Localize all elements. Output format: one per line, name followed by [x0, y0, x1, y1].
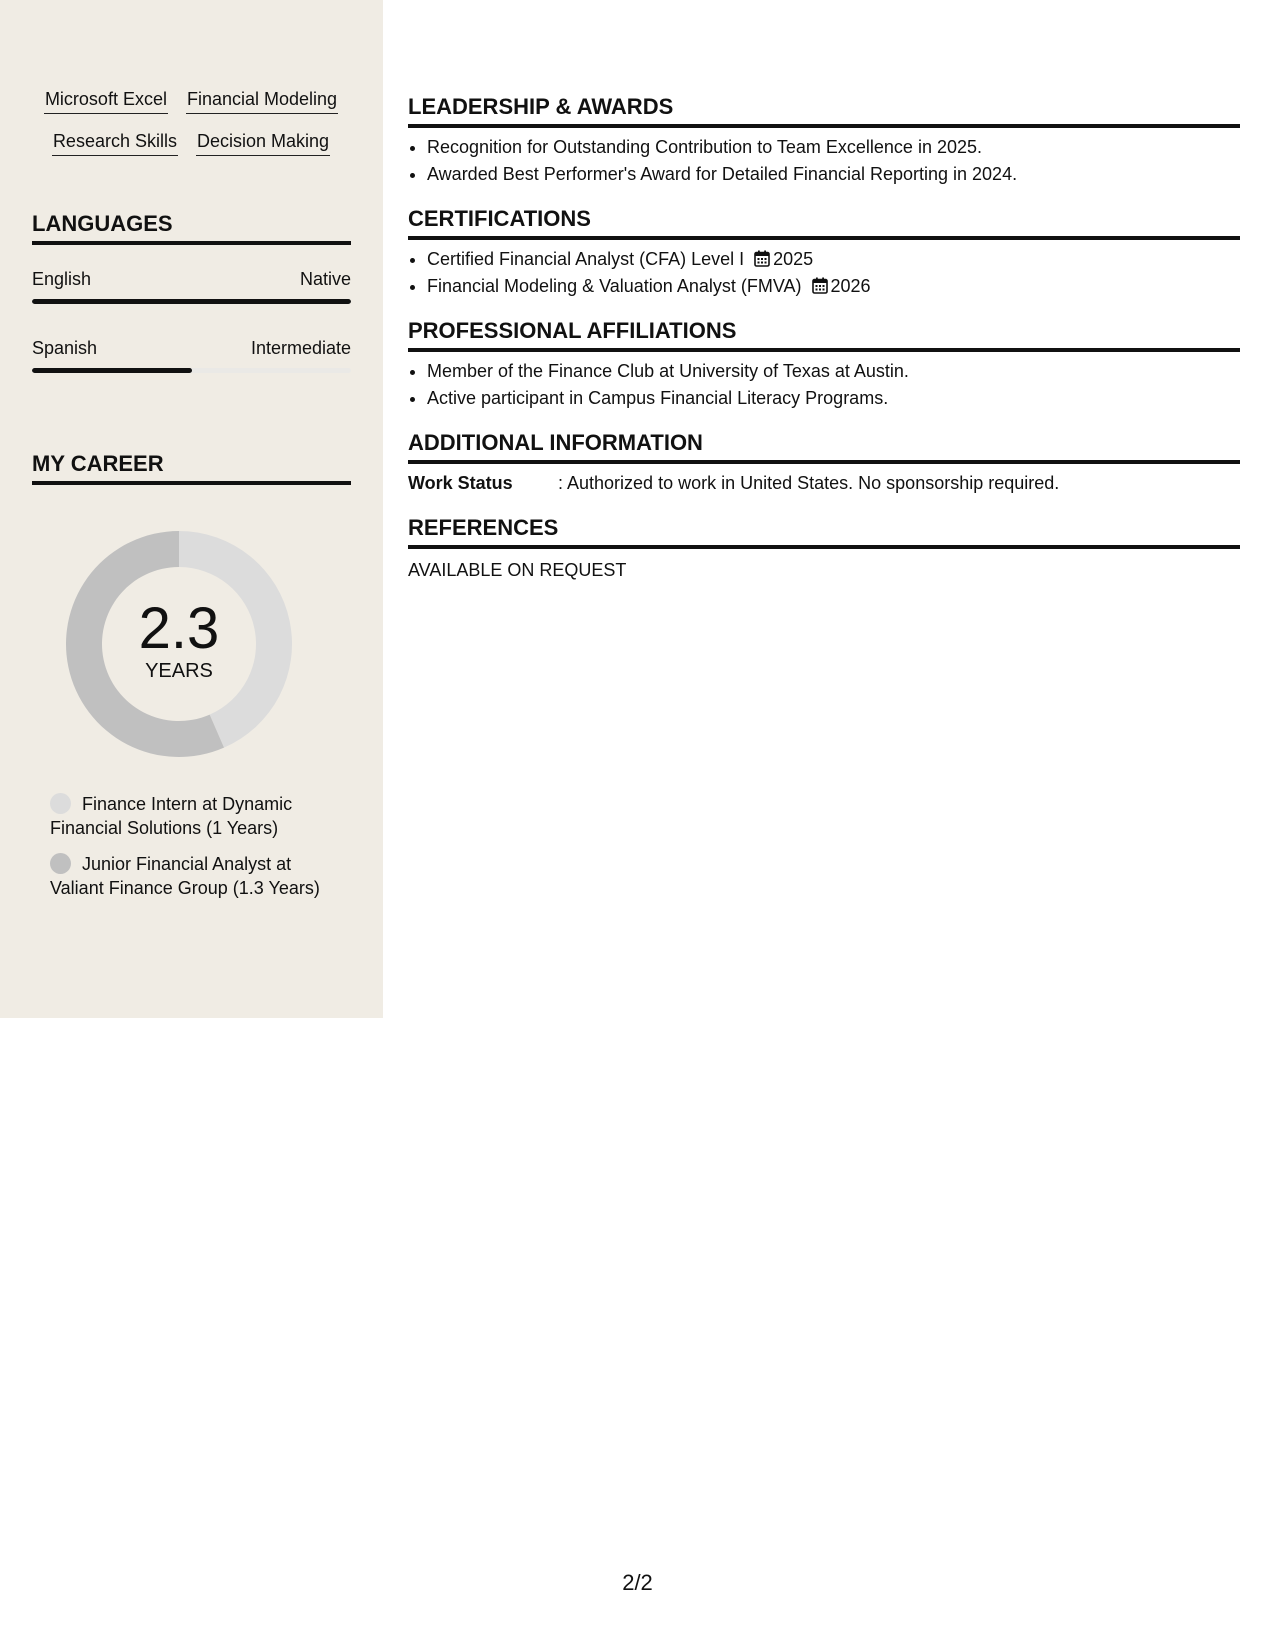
career-legend	[50, 792, 320, 912]
language-bar-fill	[32, 299, 351, 304]
leadership-heading: LEADERSHIP & AWARDS	[408, 92, 1240, 128]
work-status-row	[408, 470, 1240, 497]
languages-heading: LANGUAGES	[32, 209, 351, 245]
skill-tag: Research Skills	[52, 128, 178, 156]
additional-info-heading: ADDITIONAL INFORMATION	[408, 428, 1240, 464]
legend-label: Finance Intern at Dynamic Financial Solutions (1 Years)	[50, 794, 293, 838]
affiliations-list	[408, 358, 1240, 412]
career-total-value: 2.3	[138, 596, 220, 661]
language-name: English	[32, 269, 92, 289]
list-item: • Active participant in Campus Financial Literacy Programs.	[427, 385, 1240, 412]
list-item: • Awarded Best Performer's Award for Detailed Financial Reporting in 2024.	[427, 161, 1240, 188]
legend-item	[50, 852, 320, 900]
language-name: Spanish	[32, 338, 98, 358]
career-total-unit: YEARS	[145, 660, 213, 682]
legend-item	[50, 792, 320, 840]
list-item	[427, 273, 1240, 300]
skill-tag: Decision Making	[196, 128, 330, 156]
certification-year: 2026	[830, 276, 871, 296]
calendar-icon	[754, 250, 770, 267]
language-row	[32, 267, 351, 291]
work-status-value: : Authorized to work in United States. No sponsorship required.	[558, 473, 1060, 493]
calendar-icon	[812, 277, 828, 294]
skill-tag: Microsoft Excel	[44, 86, 168, 114]
certifications-heading: CERTIFICATIONS	[408, 204, 1240, 240]
skills-list	[32, 86, 350, 156]
legend-label: Junior Financial Analyst at Valiant Finance Group (1.3 Years)	[50, 854, 320, 898]
certification-name: Financial Modeling & Valuation Analyst (FMVA)	[427, 276, 802, 296]
leadership-list	[408, 134, 1240, 188]
certifications-list	[408, 246, 1240, 300]
affiliations-heading: PROFESSIONAL AFFILIATIONS	[408, 316, 1240, 352]
list-item	[427, 246, 1240, 273]
list-item: • Member of the Finance Club at University of Texas at Austin.	[427, 358, 1240, 385]
legend-dot	[50, 853, 71, 874]
language-bar	[32, 368, 351, 373]
list-item: • Recognition for Outstanding Contribution to Team Excellence in 2025.	[427, 134, 1240, 161]
legend-dot	[50, 793, 71, 814]
main-content	[408, 92, 1240, 584]
page-number: 2/2	[622, 1570, 653, 1595]
language-level: Native	[299, 269, 351, 289]
references-text: AVAILABLE ON REQUEST	[408, 560, 627, 580]
work-status-label: Work Status	[408, 473, 513, 493]
language-level: Intermediate	[250, 338, 351, 358]
career-total	[66, 531, 292, 757]
certification-year: 2025	[773, 249, 814, 269]
sidebar	[0, 0, 383, 1018]
language-bar-fill	[32, 368, 192, 373]
skill-tag: Financial Modeling	[186, 86, 338, 114]
language-row	[32, 336, 351, 360]
certification-name: Certified Financial Analyst (CFA) Level I	[427, 249, 745, 269]
career-heading: MY CAREER	[32, 449, 351, 485]
references-heading: REFERENCES	[408, 513, 1240, 549]
language-bar	[32, 299, 351, 304]
